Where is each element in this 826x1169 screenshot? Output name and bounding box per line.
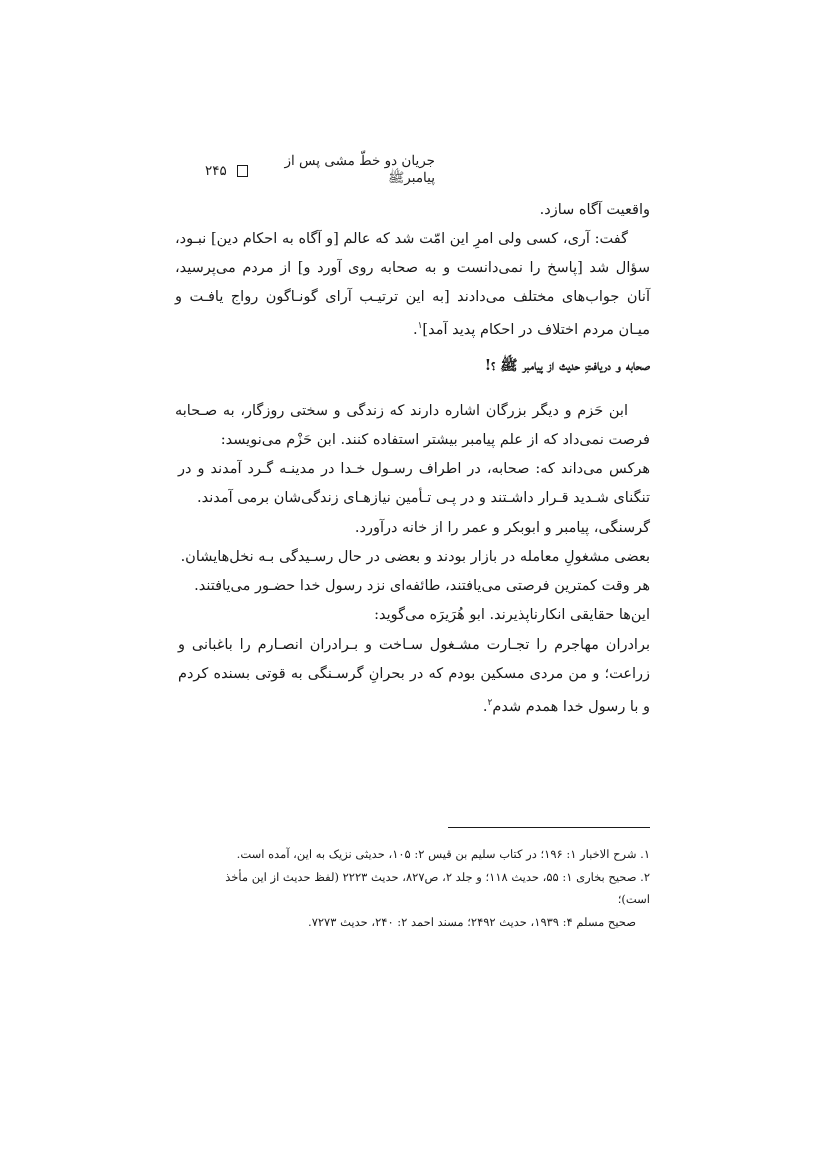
page-number: ۲۴۵ bbox=[205, 163, 227, 179]
quote-paragraph-5: این‌ها حقایقی انکارناپذیرند. ابو هُرَیرَه می‌گوید: bbox=[374, 607, 650, 624]
block-quote bbox=[178, 455, 650, 723]
quote-paragraph-2: گرسنگی، پیامبر و ابوبکر و عمر را از خانه درآورد. bbox=[354, 519, 650, 536]
paragraph-answer bbox=[175, 225, 650, 345]
paragraph-continuation: واقعیت آگاه سازد. bbox=[539, 202, 650, 218]
quote-paragraph-4: هر وقت کمترین فرصتی می‌یافتند، طائفه‌ای نزد رسول خدا حضـور می‌یافتند. bbox=[194, 578, 650, 595]
footnote-1: ۱. شرح الاخبار ۱: ۱۹۶؛ در کتاب سلیم بن قیس ۲: ۱۰۵، حدیثی نزیک به این، آمده است. bbox=[236, 847, 650, 861]
quote-paragraph-1: هرکس می‌داند که: صحابه، در اطراف رسـول خـدا در مدینـه گـرد آمدند و در تنگنای شـدید قـرار داشـتند و در پـی تـأمین نیازهـای زندگی‌شان برمی آمدند. bbox=[178, 461, 650, 507]
quote-paragraph-3: بعضی مشغولِ معامله در بازار بودند و بعضی در حال رسـیدگی بـه نخل‌هایشان. bbox=[180, 548, 650, 565]
footnotes bbox=[215, 843, 650, 933]
running-title: جریان دو خطّ مشی پس از پیامبرﷺ bbox=[284, 153, 435, 186]
section-heading: صحابه و دریافتِ حدیث از پیامبر ﷺ ؟! bbox=[484, 357, 650, 374]
footnote-divider bbox=[448, 827, 650, 828]
quote-paragraph-6-text: برادران مهاجرم را تجـارت مشـغول سـاخت و بـرادران انصـارم را باغبانی و زراعت؛ و من مردی مسکین بودم که در بحرانِ گرسـنگی به قوتی بسنده کردم و با رسول خدا همدم شدم bbox=[178, 636, 650, 716]
paragraph-answer-end: . bbox=[412, 321, 418, 338]
footnote-2: ۲. صحیح بخاری ۱: ۵۵، حدیث ۱۱۸؛ و جلد ۲، ص۸۲۷، حدیث ۲۲۲۳ (لفظ حدیث از این مأخذ است)؛ bbox=[225, 869, 650, 906]
square-ornament-icon bbox=[237, 165, 248, 177]
paragraph-intro: ابن حَزم و دیگر بزرگان اشاره دارند که زندگی و سختی روزگار، به صـحابه فرصت نمی‌داد که از علم پیامبر بیشتر استفاده کنند. ابن حَزْم می‌نویسد: bbox=[175, 403, 650, 448]
paragraph-answer-text: گفت: آری، کسی ولی امرِ این امّت شد که عالم [و آگاه به احکام دین] نبـود، سؤال شد [پاسخ را نمی‌دانست و به صحابه روی آورد و] از مردم می‌پرسید، آنان جواب‌های مختلف می‌دادند [به این ترتیـب آرای گونـاگون رواج یافـت و میـان مردم اختلاف در احکام پدید آمد] bbox=[175, 231, 650, 338]
running-header bbox=[205, 153, 435, 186]
footnote-2-continuation: صحیح مسلم ۴: ۱۹۳۹، حدیث ۲۴۹۲؛ مسند احمد ۲: ۲۴۰، حدیث ۷۲۷۳. bbox=[308, 914, 636, 929]
footnote-ref-1: ۱ bbox=[417, 321, 423, 331]
footnote-ref-2: ۲ bbox=[487, 698, 493, 709]
quote-paragraph-6-end: . bbox=[482, 699, 488, 716]
quote-paragraph-6 bbox=[178, 631, 650, 723]
